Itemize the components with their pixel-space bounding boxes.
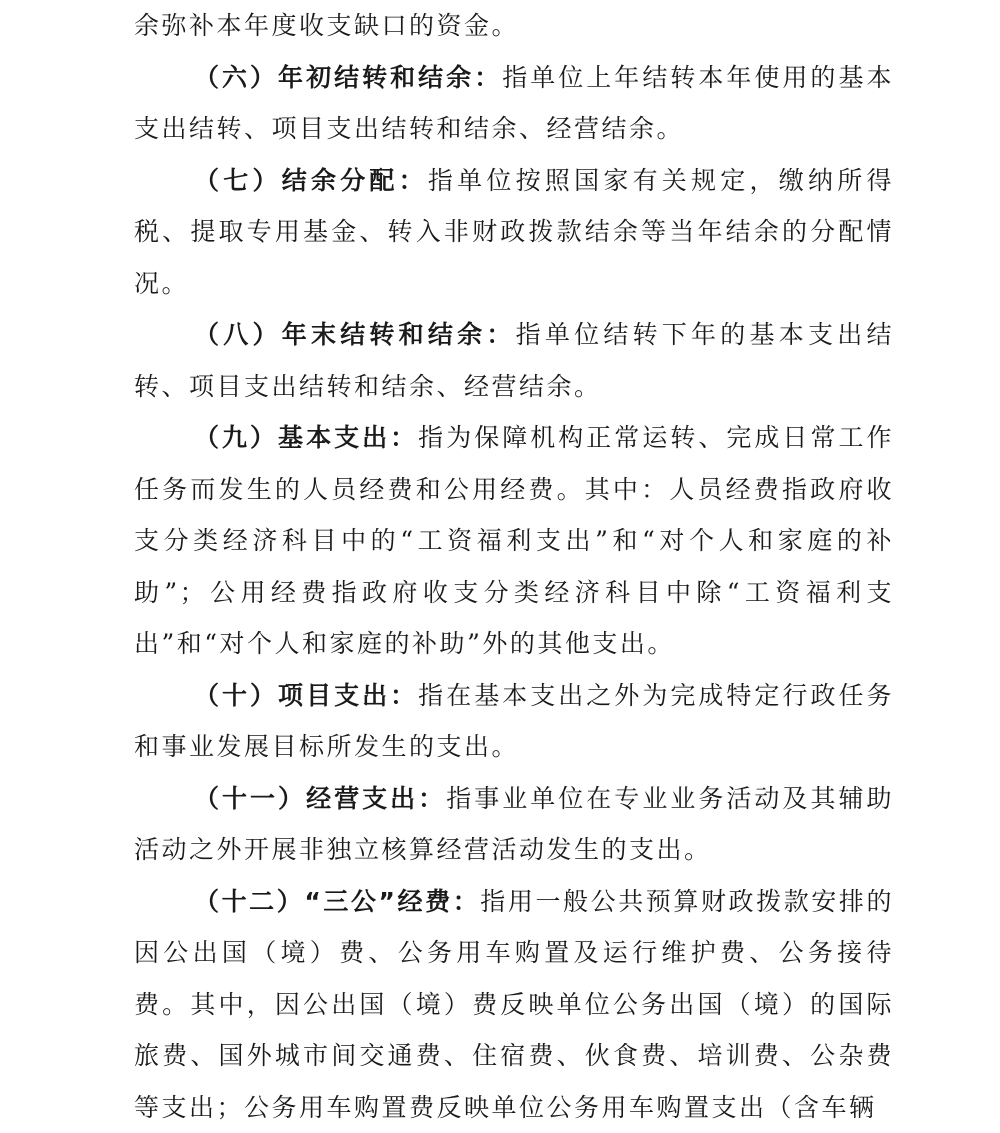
term-heading: （六）年初结转和结余： — [194, 63, 502, 92]
paragraph-text: 指在基本支出之外为完成特定行政任务和事业发展目标所发生的支出。 — [134, 681, 894, 762]
term-heading: （七）结余分配： — [194, 166, 428, 195]
term-heading: （十二）“三公”经费： — [194, 887, 480, 916]
paragraph-carryover-balance-start — [134, 52, 894, 155]
paragraph-basic-expenditure — [134, 412, 894, 670]
term-heading: （九）基本支出： — [194, 423, 418, 452]
paragraph-text: 指用一般公共预算财政拨款安排的因公出国（境）费、公务用车购置及运行维护费、公务接待费。其中，因公出国（境）费反映单位公务出国（境）的国际旅费、国外城市间交通费、住宿费、伙食费、培训费、公杂费等支出；公务用车购置费反映单位公务用车购置支出（含车辆 — [134, 887, 894, 1122]
term-heading: （十）项目支出： — [194, 681, 418, 710]
paragraph-text: 余弥补本年度收支缺口的资金。 — [134, 11, 519, 40]
paragraph-text: 指事业单位在专业业务活动及其辅助活动之外开展非独立核算经营活动发生的支出。 — [134, 784, 894, 865]
paragraph-text: 指单位上年结转本年使用的基本支出结转、项目支出结转和结余、经营结余。 — [134, 63, 894, 144]
paragraph-project-expenditure — [134, 670, 894, 773]
paragraph-operating-expenditure — [134, 773, 894, 876]
paragraph-carryover-balance-end — [134, 309, 894, 412]
paragraph-continuation — [134, 0, 894, 52]
paragraph-text: 指单位结转下年的基本支出结转、项目支出结转和结余、经营结余。 — [134, 320, 894, 401]
term-heading: （八）年末结转和结余： — [194, 320, 516, 349]
paragraph-text: 指为保障机构正常运转、完成日常工作任务而发生的人员经费和公用经费。其中：人员经费指政府收支分类经济科目中的“工资福利支出”和“对个人和家庭的补助”；公用经费指政府收支分类经济科目中除“工资福利支出”和“对个人和家庭的补助”外的其他支出。 — [134, 423, 894, 658]
paragraph-three-public-expenses — [134, 876, 894, 1133]
document-body — [134, 0, 894, 1133]
term-heading: （十一）经营支出： — [194, 784, 446, 813]
paragraph-surplus-distribution — [134, 155, 894, 310]
paragraph-text: 指单位按照国家有关规定，缴纳所得税、提取专用基金、转入非财政拨款结余等当年结余的分配情况。 — [134, 166, 894, 298]
